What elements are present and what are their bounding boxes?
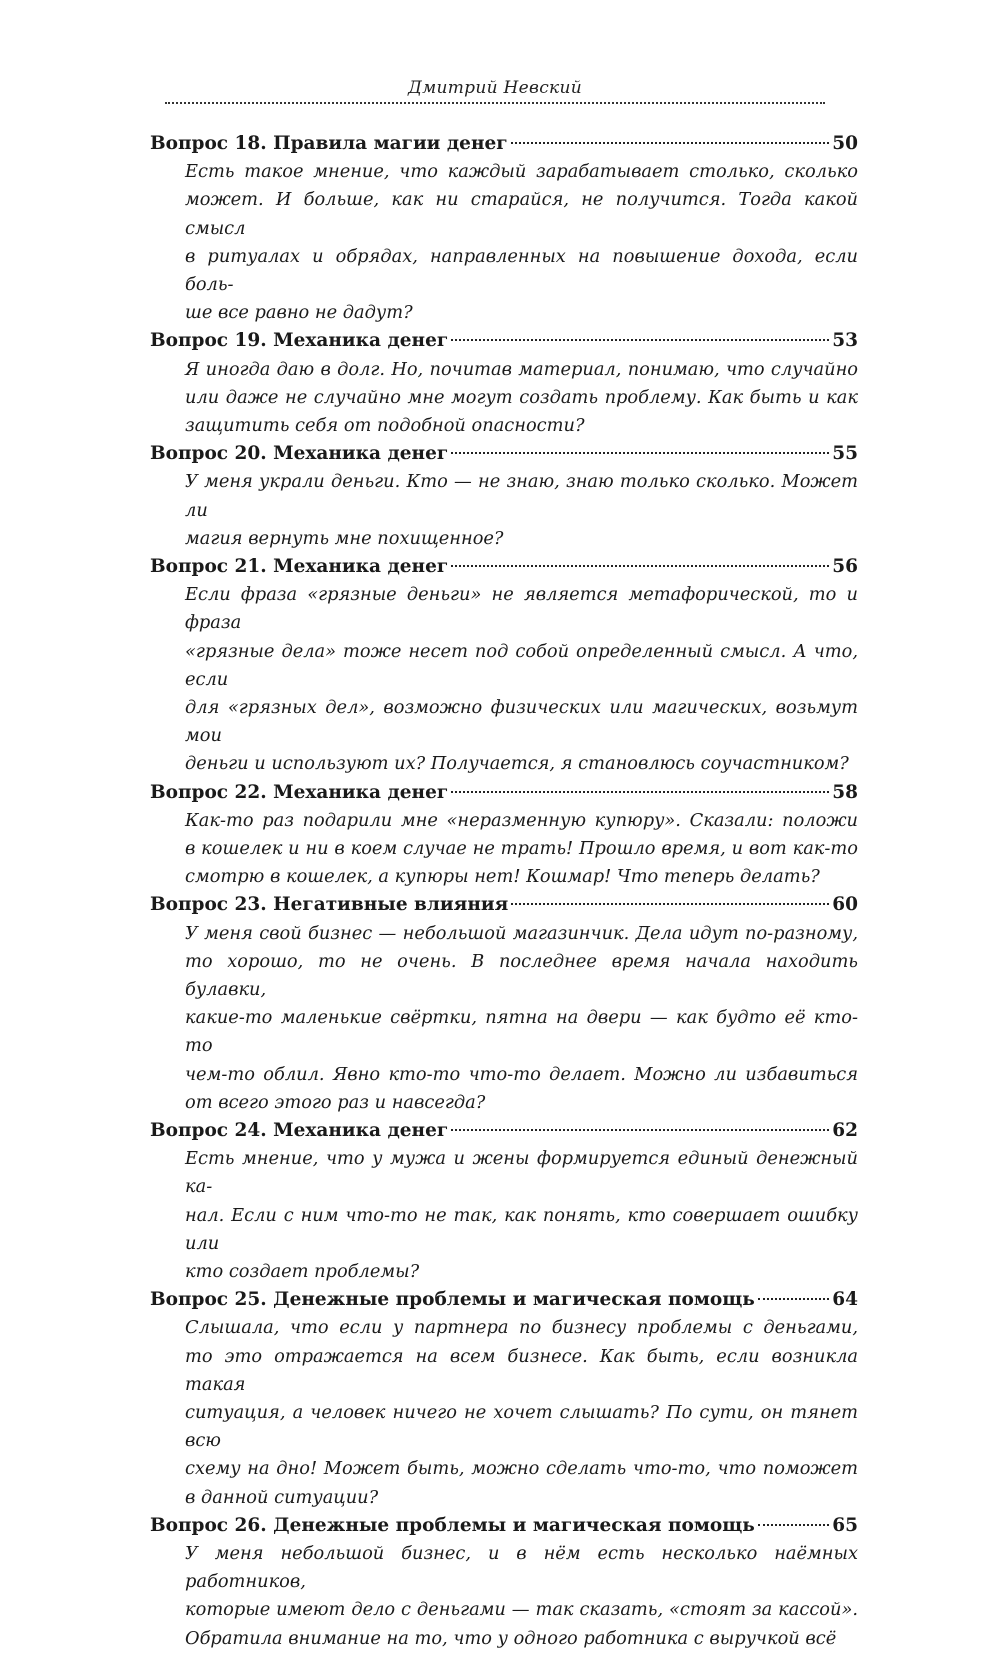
toc-entry-title: Вопрос 25. Денежные проблемы и магическая помощь: [150, 1289, 755, 1311]
description-line: которые имеют дело с деньгами — так сказать, «стоят за кассой».: [185, 1599, 858, 1621]
toc-entry-heading[interactable]: [150, 779, 858, 807]
toc-entry-heading[interactable]: [150, 891, 858, 919]
description-line: то хорошо, то не очень. В последнее время начала находить булавки,: [185, 950, 858, 1000]
toc-entry: [150, 553, 858, 779]
toc-dot-leader: [511, 903, 829, 905]
description-line: может. И больше, как ни старайся, не получится. Тогда какой смысл: [185, 189, 858, 239]
toc-dot-leader: [511, 142, 830, 144]
toc-entry-description: [185, 1540, 858, 1653]
toc-entry-heading[interactable]: [150, 130, 858, 158]
description-line: защитить себя от подобной опасности?: [185, 415, 585, 436]
description-line: «грязные дела» тоже несет под собой определенный смысл. А что, если: [185, 640, 858, 690]
description-line: от всего этого раз и навсегда?: [185, 1091, 486, 1113]
toc-entry-description: [185, 1145, 858, 1286]
toc-entry-description: [185, 807, 858, 892]
toc-dot-leader: [451, 339, 829, 341]
description-line: Слышала, что если у партнера по бизнесу проблемы с деньгами,: [185, 1317, 858, 1339]
description-line: деньги и используют их? Получается, я становлюсь соучастником?: [185, 753, 849, 775]
header-dotted-rule: [165, 102, 825, 104]
toc-page-number: 53: [832, 330, 858, 352]
running-header-author: Дмитрий Невский: [407, 78, 583, 98]
toc-page-number: 50: [832, 133, 858, 154]
description-line: схему на дно! Может быть, можно сделать что-то, что поможет: [185, 1458, 858, 1480]
toc-entry-heading[interactable]: [150, 1117, 858, 1145]
toc-entry: [150, 1286, 858, 1512]
description-line: в кошелек и ни в коем случае не трать! Прошло время, и вот как-то: [185, 838, 858, 859]
toc-entry-title: Вопрос 26. Денежные проблемы и магическая помощь: [150, 1514, 755, 1536]
description-line: то это отражается на всем бизнесе. Как быть, если возникла такая: [185, 1345, 858, 1395]
description-line: в данной ситуации?: [185, 1486, 379, 1508]
toc-entry: [150, 440, 858, 553]
toc-entry: [150, 1117, 858, 1286]
toc-entry-title: Вопрос 21. Механика денег: [150, 556, 449, 577]
description-line: У меня украли деньги. Кто — не знаю, знаю только сколько. Может ли: [185, 471, 858, 521]
toc-entry-description: [185, 1314, 858, 1511]
toc-entry-description: [185, 920, 858, 1117]
toc-entry-description: [185, 356, 858, 441]
toc-entry-title: Вопрос 24. Механика денег: [150, 1120, 449, 1142]
toc-entry-heading[interactable]: [150, 440, 858, 468]
toc-entry: [150, 779, 858, 892]
description-line: Если фраза «грязные деньги» не является метафорической, то и фраза: [185, 584, 858, 634]
description-line: Обратила внимание на то, что у одного работника с выручкой всё: [185, 1627, 837, 1649]
toc-dot-leader: [451, 791, 829, 793]
description-line: ситуация, а человек ничего не хочет слышать? По сути, он тянет всю: [185, 1402, 858, 1452]
toc-page-number: 64: [832, 1289, 858, 1311]
description-line: или даже не случайно мне могут создать проблему. Как быть и как: [185, 386, 858, 408]
toc-dot-leader: [451, 1129, 829, 1131]
description-line: для «грязных дел», возможно физических или магических, возьмут мои: [185, 697, 858, 747]
toc-page-number: 60: [832, 894, 858, 916]
description-line: У меня небольшой бизнес, и в нём есть несколько наёмных работников,: [185, 1543, 858, 1593]
description-line: Есть мнение, что у мужа и жены формируется единый денежный ка-: [185, 1148, 858, 1198]
description-line: в ритуалах и обрядах, направленных на повышение дохода, если боль-: [185, 245, 858, 295]
toc-entry-title: Вопрос 22. Механика денег: [150, 781, 449, 803]
toc-entry-heading[interactable]: [150, 327, 858, 355]
toc-dot-leader: [451, 565, 829, 567]
toc-entry-heading[interactable]: [150, 1512, 858, 1540]
toc-entry-description: [185, 581, 858, 778]
toc-entry-title: Вопрос 19. Механика денег: [150, 330, 449, 352]
toc-page-number: 58: [832, 781, 858, 803]
toc-entry-description: [185, 158, 858, 327]
description-line: Есть такое мнение, что каждый зарабатывает столько, сколько: [185, 161, 858, 183]
toc-entry-heading[interactable]: [150, 553, 858, 581]
description-line: магия вернуть мне похищенное?: [185, 527, 504, 549]
description-line: чем-то облил. Явно кто-то что-то делает. Можно ли избавиться: [185, 1063, 858, 1085]
description-line: У меня свой бизнес — небольшой магазинчик. Дела идут по-разному,: [185, 922, 858, 944]
toc-dot-leader: [758, 1524, 829, 1526]
toc-dot-leader: [758, 1298, 829, 1300]
toc-entry-title: Вопрос 20. Механика денег: [150, 443, 449, 465]
toc-entry-title: Вопрос 18. Правила магии денег: [150, 133, 508, 154]
description-line: какие-то маленькие свёртки, пятна на двери — как будто её кто-то: [185, 1007, 858, 1057]
toc-page-number: 62: [832, 1120, 858, 1142]
toc-entry-title: Вопрос 23. Негативные влияния: [150, 894, 509, 916]
toc-dot-leader: [451, 452, 829, 454]
toc-entry: [150, 327, 858, 440]
toc-entry: [150, 130, 858, 327]
description-line: Я иногда даю в долг. Но, почитав материал, понимаю, что случайно: [185, 358, 858, 380]
toc-page-number: 65: [832, 1514, 858, 1536]
table-of-contents: [150, 130, 858, 1653]
description-line: Как-то раз подарили мне «неразменную купюру». Сказали: положи: [185, 809, 858, 831]
toc-entry: [150, 891, 858, 1117]
toc-entry: [150, 1512, 858, 1653]
toc-page-number: 55: [832, 443, 858, 465]
description-line: ше все равно не дадут?: [185, 302, 413, 324]
description-line: кто создает проблемы?: [185, 1261, 420, 1283]
toc-entry-description: [185, 468, 858, 553]
description-line: смотрю в кошелек, а купюры нет! Кошмар! Что теперь делать?: [185, 866, 820, 888]
toc-page-number: 56: [832, 556, 858, 577]
toc-entry-heading[interactable]: [150, 1286, 858, 1314]
description-line: нал. Если с ним что-то не так, как понять, кто совершает ошибку или: [185, 1204, 858, 1254]
